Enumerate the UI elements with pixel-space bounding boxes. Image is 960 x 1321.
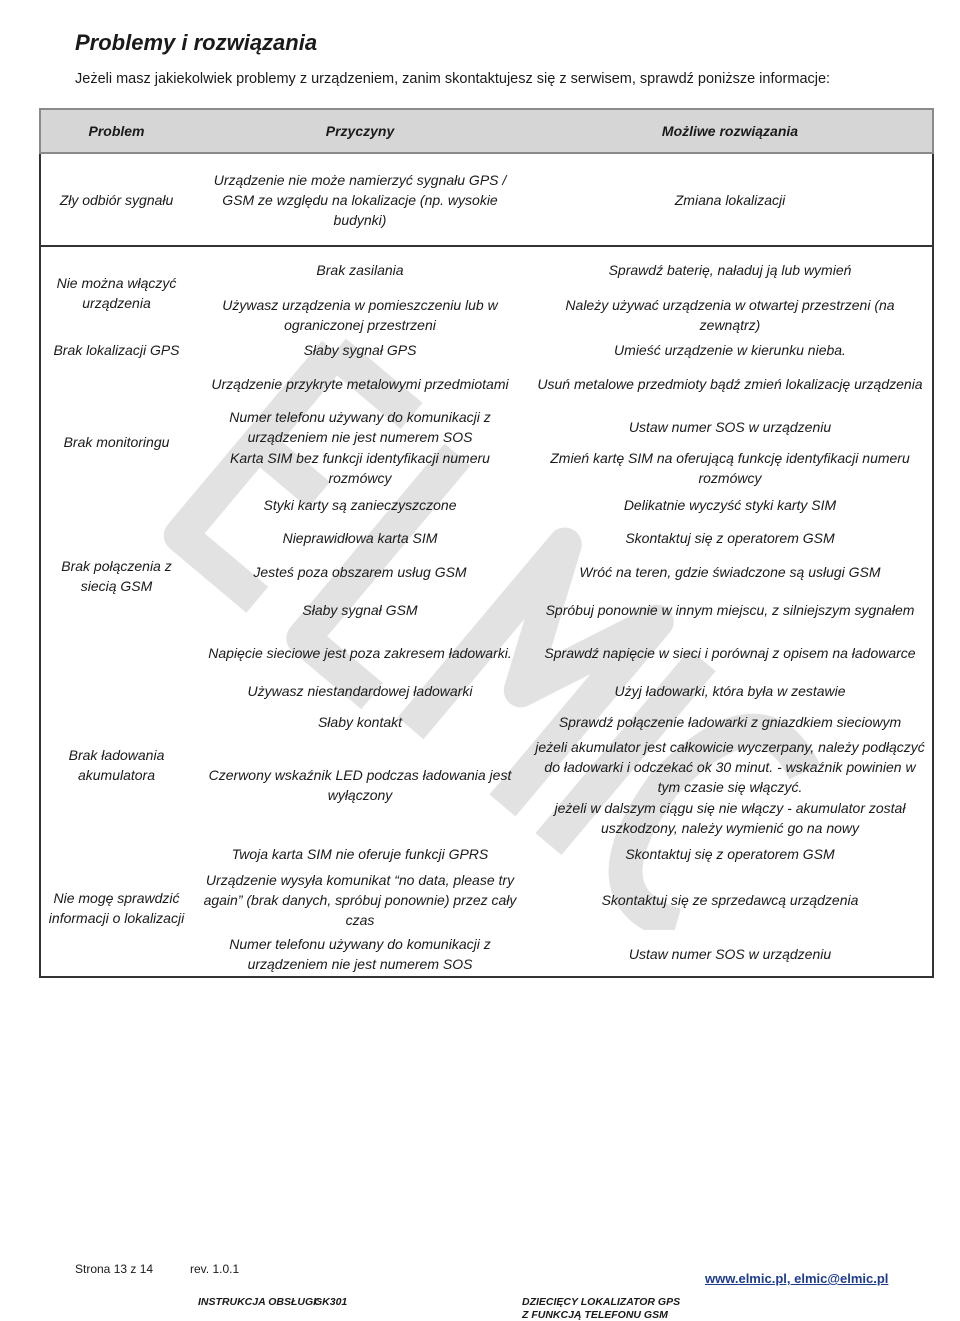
problem-cell: Zły odbiór sygnału: [40, 153, 192, 246]
cause-cell: Nieprawidłowa karta SIM: [282, 530, 438, 546]
product-line-1: DZIECIĘCY LOKALIZATOR GPS: [522, 1296, 681, 1308]
table-row: [40, 521, 933, 555]
cause-cell: Styki karty są zanieczyszczone: [263, 497, 457, 513]
header-solutions: Możliwe rozwiązania: [528, 109, 933, 153]
cause-cell: Numer telefonu używany do komunikacji z urządzeniem nie jest numerem SOS: [192, 931, 528, 977]
cause-cell: Słaby sygnał GPS: [303, 342, 417, 358]
table-row: [40, 246, 933, 292]
cause-cell: Używasz niestandardowej ładowarki: [247, 683, 473, 699]
solution-cell: Ustaw numer SOS w urządzeniu: [528, 931, 933, 977]
problem-cell: Nie można włączyć urządzenia: [40, 246, 192, 338]
manual-model: GK301: [314, 1296, 348, 1308]
cause-cell: Czerwony wskaźnik LED podczas ładowania jest wyłączony: [208, 767, 512, 803]
problem-cell: [40, 631, 192, 839]
cause-cell: Urządzenie nie może namierzyć sygnału GPS / GSM ze względu na lokalizacje (np. wysokie budynki): [213, 171, 507, 228]
solution-cell: Ustaw numer SOS w urządzeniu: [528, 406, 933, 447]
problem-cell: Brak lokalizacji GPS: [40, 338, 192, 362]
cause-cell: Brak zasilania: [192, 246, 528, 292]
solution-cell: Zmiana lokalizacji: [528, 153, 933, 246]
problem-cell: Nie mogę sprawdzić informacji o lokalizacji: [40, 839, 192, 977]
solution-cell: Skontaktuj się z operatorem GSM: [528, 521, 933, 555]
manual-label: INSTRUKCJA OBSŁUGI:: [198, 1296, 320, 1308]
contact-link[interactable]: www.elmic.pl, elmic@elmic.pl: [705, 1271, 889, 1286]
intro-text: Jeżeli masz jakiekolwiek problemy z urządzeniem, zanim skontaktujesz się z serwisem, sprawdź poniższe informacje:: [75, 71, 831, 87]
solution-cell: Sprawdź połączenie ładowarki z gniazdkiem sieciowym: [528, 707, 933, 737]
cause-cell: Urządzenie przykryte metalowymi przedmiotami: [211, 376, 509, 392]
cause-cell: Jesteś poza obszarem usług GSM: [253, 564, 467, 580]
header-causes: Przyczyny: [192, 109, 528, 153]
table-row: [40, 338, 933, 362]
cause-cell: Numer telefonu używany do komunikacji z urządzeniem nie jest numerem SOS: [229, 408, 491, 445]
table-row: [40, 839, 933, 869]
product-line-2: Z FUNKCJĄ TELEFONU GSM: [522, 1309, 668, 1321]
page-title: Problemy i rozwiązania: [75, 30, 318, 55]
page-number: Strona 13 z 14: [75, 1262, 154, 1276]
solution-cell: Wróć na teren, gdzie świadczone są usługi GSM: [528, 555, 933, 589]
revision: rev. 1.0.1: [190, 1262, 240, 1276]
table-row: [40, 153, 933, 246]
solution-cell: Spróbuj ponownie w innym miejscu, z silniejszym sygnałem: [528, 589, 933, 631]
solution-cell: Użyj ładowarki, która była w zestawie: [528, 675, 933, 707]
cause-cell: Twoja karta SIM nie oferuje funkcji GPRS: [231, 846, 489, 862]
solution-cell: jeżeli akumulator jest całkowicie wyczerpany, należy podłączyć do ładowarki i odczekać ok 30 minut. - wskaźnik powinien w tym czasie się włączyć.: [528, 737, 933, 797]
cause-cell: Słaby sygnał GSM: [302, 602, 418, 618]
solution-cell: Zmień kartę SIM na oferującą funkcję identyfikacji numeru rozmówcy: [528, 447, 933, 489]
cause-cell: Napięcie sieciowe jest poza zakresem ładowarki.: [208, 645, 512, 661]
solution-cell: Usuń metalowe przedmioty bądź zmień lokalizację urządzenia: [528, 362, 933, 406]
solution-cell: Należy używać urządzenia w otwartej przestrzeni (na zewnątrz): [528, 292, 933, 338]
troubleshooting-table: [39, 108, 934, 978]
solution-cell: Sprawdź napięcie w sieci i porównaj z opisem na ładowarce: [528, 631, 933, 675]
cause-cell: Urządzenie wysyła komunikat “no data, please try again” (brak danych, spróbuj ponownie) przez cały czas: [203, 872, 517, 928]
solution-cell: jeżeli w dalszym ciągu się nie włączy - akumulator został uszkodzony, należy wymienić go na nowy: [528, 797, 933, 839]
problem-cell: Brak połączenia z siecią GSM: [40, 521, 192, 631]
problem-cell: Brak monitoringu: [40, 362, 192, 521]
table-header-row: [40, 109, 933, 153]
solution-cell: Skontaktuj się ze sprzedawcą urządzenia: [528, 869, 933, 931]
solution-cell: Umieść urządzenie w kierunku nieba.: [528, 338, 933, 362]
table-row: [40, 362, 933, 406]
cause-cell: Słaby kontakt: [317, 714, 403, 730]
header-problem: Problem: [40, 109, 192, 153]
solution-cell: Skontaktuj się z operatorem GSM: [528, 839, 933, 869]
solution-cell: Delikatnie wyczyść styki karty SIM: [528, 489, 933, 521]
cause-cell: Używasz urządzenia w pomieszczeniu lub w ograniczonej przestrzeni: [222, 297, 498, 333]
problem-label: Brak ładowania akumulatora: [68, 747, 165, 783]
cause-cell: Karta SIM bez funkcji identyfikacji numeru rozmówcy: [230, 450, 490, 486]
table-row: [40, 631, 933, 675]
solution-cell: Sprawdź baterię, naładuj ją lub wymień: [528, 246, 933, 292]
